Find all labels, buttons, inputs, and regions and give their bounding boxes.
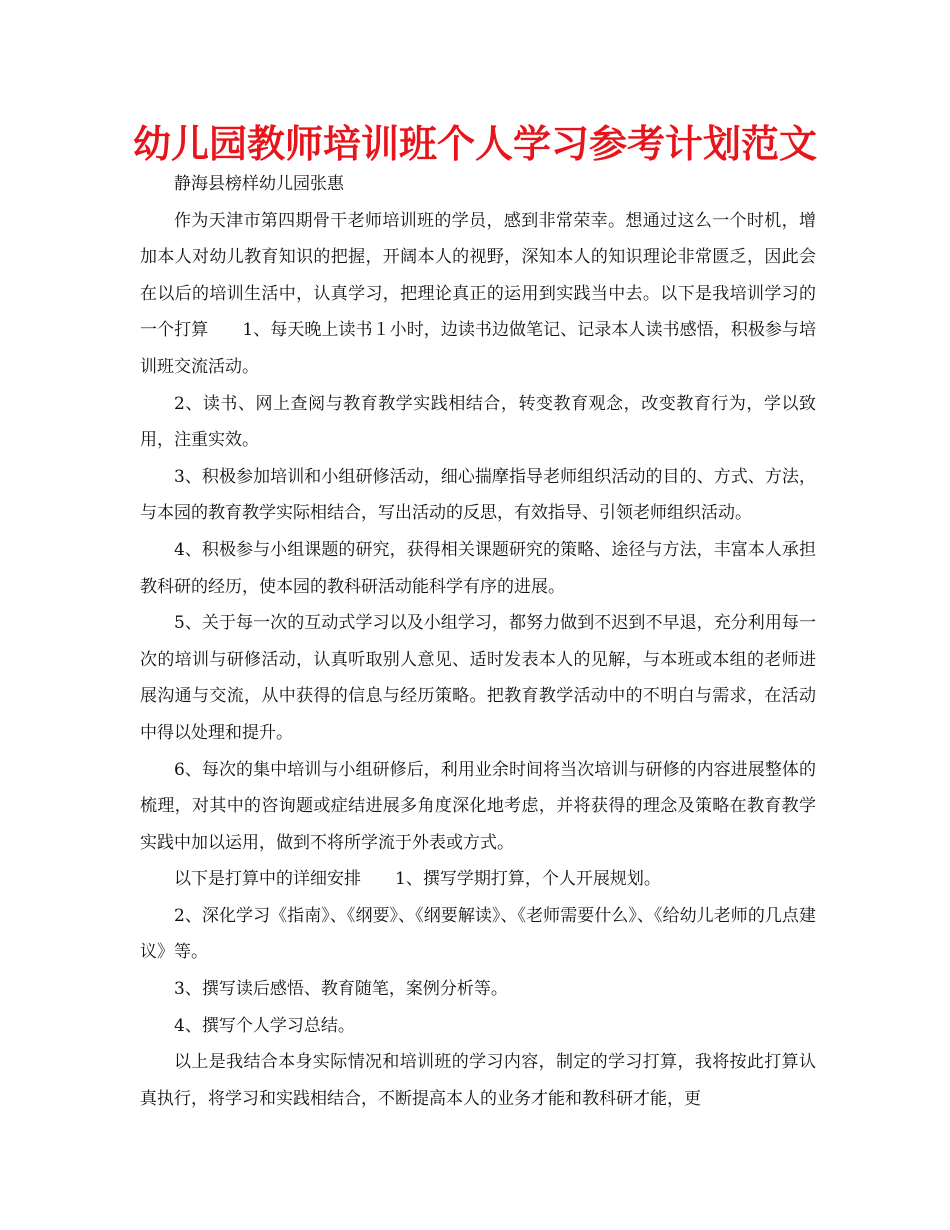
document-body (140, 166, 816, 1117)
paragraph-conclusion: 以上是我结合本身实际情况和培训班的学习内容，制定的学习打算，我将按此打算认真执行，将学习和实践相结合，不断提高本人的业务才能和教科研才能，更 (140, 1052, 816, 1109)
paragraph-schedule-2: 2、深化学习《指南》、《纲要》、《纲要解读》、《老师需要什么》、《给幼儿老师的几点建议》等。 (140, 905, 816, 963)
paragraph-item-2: 2、读书、网上查阅与教育教学实践相结合，转变教育观念，改变教育行为，学以致用，注重实效。 (140, 393, 816, 451)
paragraph-item-4: 4、积极参与小组课题的研究，获得相关课题研究的策略、途径与方法，丰富本人承担教科研的经历，使本园的教科研活动能科学有序的进展。 (140, 539, 816, 597)
paragraph-schedule: 以下是打算中的详细安排 1、撰写学期打算，个人开展规划。 (174, 869, 661, 890)
paragraph-item-3: 3、积极参加培训和小组研修活动，细心揣摩指导老师组织活动的目的、方式、方法，与本园的教育教学实际相结合，写出活动的反思，有效指导、引领老师组织活动。 (140, 466, 816, 524)
author-line: 静海县榜样幼儿园张惠 (174, 174, 344, 194)
paragraph-schedule-4: 4、撰写个人学习总结。 (174, 1015, 355, 1036)
paragraph-schedule-3: 3、撰写读后感悟、教育随笔，案例分析等。 (174, 979, 508, 1000)
paragraph-intro: 作为天津市第四期骨干老师培训班的学员，感到非常荣幸。想通过这么一个时机，增加本人对幼儿教育知识的把握，开阔本人的视野，深知本人的知识理论非常匮乏，因此会在以后的培训生活中，认真学习，把理论真正的运用到实践当中去。以下是我培训学习的一个打算 1、每天晚上读书１小时，边读书边做笔记、记录本人读书感悟，积极参与培训班交流活动。 (140, 210, 816, 377)
paragraph-item-6: 6、每次的集中培训与小组研修后，利用业余时间将当次培训与研修的内容进展整体的梳理，对其中的咨询题或症结进展多角度深化地考虑，并将获得的理念及策略在教育教学实践中加以运用，做到不将所学流于外表或方式。 (140, 759, 816, 853)
paragraph-item-5: 5、关于每一次的互动式学习以及小组学习，都努力做到不迟到不早退，充分利用每一次的培训与研修活动，认真听取别人意见、适时发表本人的见解，与本班或本组的老师进展沟通与交流，从中获得的信息与经历策略。把教育教学活动中的不明白与需求，在活动中得以处理和提升。 (140, 613, 816, 743)
document-title: 幼儿园教师培训班个人学习参考计划范文 (132, 122, 817, 166)
